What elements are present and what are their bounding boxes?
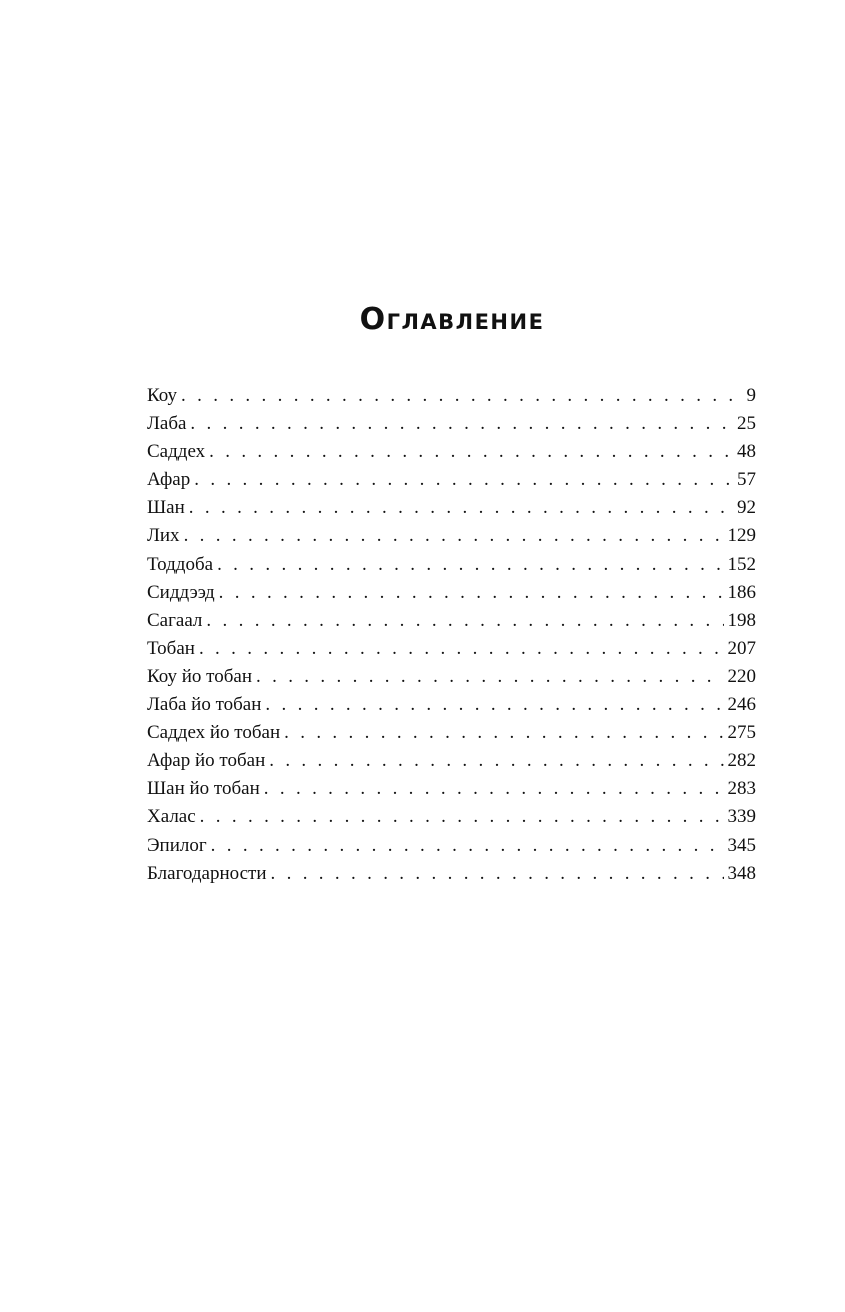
toc-chapter-title: Тобан bbox=[147, 637, 195, 659]
dot-leader bbox=[211, 832, 724, 860]
toc-page-number: 57 bbox=[737, 469, 756, 491]
dot-leader bbox=[184, 522, 724, 550]
dot-leader bbox=[284, 719, 723, 747]
toc-entry bbox=[147, 522, 756, 550]
toc-entry bbox=[147, 494, 756, 522]
toc-entry bbox=[147, 832, 756, 860]
toc-chapter-title: Шан bbox=[147, 497, 185, 519]
toc-page-number: 152 bbox=[727, 553, 756, 575]
toc-page-number: 282 bbox=[727, 750, 756, 772]
toc-chapter-title: Афар йо тобан bbox=[147, 750, 266, 772]
toc-page-number: 339 bbox=[727, 806, 756, 828]
toc-page-number: 283 bbox=[727, 778, 756, 800]
toc-entry bbox=[147, 635, 756, 663]
toc-entry bbox=[147, 466, 756, 494]
dot-leader bbox=[209, 438, 733, 466]
toc-entry bbox=[147, 719, 756, 747]
toc-page-number: 345 bbox=[727, 834, 756, 856]
toc-page-number: 348 bbox=[727, 862, 756, 884]
toc-page-number: 9 bbox=[746, 385, 756, 406]
toc-page-number: 92 bbox=[737, 497, 756, 519]
toc-page-number: 198 bbox=[727, 609, 756, 631]
dot-leader bbox=[264, 775, 724, 803]
table-of-contents bbox=[147, 382, 756, 888]
toc-page-number: 207 bbox=[727, 637, 756, 659]
dot-leader bbox=[256, 663, 724, 691]
toc-page-number: 186 bbox=[727, 581, 756, 603]
toc-entry bbox=[147, 691, 756, 719]
toc-page-number: 275 bbox=[727, 722, 756, 744]
dot-leader bbox=[200, 803, 724, 831]
toc-chapter-title: Коу bbox=[147, 385, 178, 406]
page-title: Оглавление bbox=[359, 302, 545, 337]
dot-leader bbox=[199, 635, 724, 663]
toc-chapter-title: Лаба йо тобан bbox=[147, 694, 262, 716]
toc-entry bbox=[147, 775, 756, 803]
toc-chapter-title: Афар bbox=[147, 469, 191, 491]
toc-entry bbox=[147, 860, 756, 888]
dot-leader bbox=[219, 579, 724, 607]
toc-chapter-title: Халас bbox=[147, 806, 196, 828]
dot-leader bbox=[194, 466, 733, 494]
toc-entry bbox=[147, 382, 756, 410]
toc-chapter-title: Шан йо тобан bbox=[147, 778, 260, 800]
toc-chapter-title: Коу йо тобан bbox=[147, 665, 252, 687]
toc-chapter-title: Лаба bbox=[147, 413, 187, 435]
toc-chapter-title: Благодарности bbox=[147, 862, 267, 884]
dot-leader bbox=[181, 382, 742, 410]
dot-leader bbox=[269, 747, 723, 775]
toc-chapter-title: Эпилог bbox=[147, 834, 207, 856]
dot-leader bbox=[206, 607, 723, 635]
toc-chapter-title: Сагаал bbox=[147, 609, 203, 631]
toc-page-number: 48 bbox=[737, 441, 756, 463]
toc-page-number: 129 bbox=[727, 525, 756, 547]
toc-entry bbox=[147, 747, 756, 775]
dot-leader bbox=[190, 410, 733, 438]
dot-leader bbox=[217, 551, 723, 579]
dot-leader bbox=[265, 691, 723, 719]
toc-page-number: 220 bbox=[727, 665, 756, 687]
dot-leader bbox=[189, 494, 733, 522]
toc-chapter-title: Саддех йо тобан bbox=[147, 722, 281, 744]
toc-entry bbox=[147, 803, 756, 831]
toc-entry bbox=[147, 607, 756, 635]
toc-chapter-title: Сиддээд bbox=[147, 581, 215, 603]
toc-entry bbox=[147, 551, 756, 579]
toc-chapter-title: Лих bbox=[147, 525, 180, 547]
toc-page-number: 25 bbox=[737, 413, 756, 435]
toc-chapter-title: Саддех bbox=[147, 441, 206, 463]
toc-entry bbox=[147, 438, 756, 466]
toc-chapter-title: Тоддоба bbox=[147, 553, 214, 575]
toc-entry bbox=[147, 663, 756, 691]
dot-leader bbox=[271, 860, 724, 888]
toc-entry bbox=[147, 410, 756, 438]
toc-page-number: 246 bbox=[727, 694, 756, 716]
toc-entry bbox=[147, 579, 756, 607]
